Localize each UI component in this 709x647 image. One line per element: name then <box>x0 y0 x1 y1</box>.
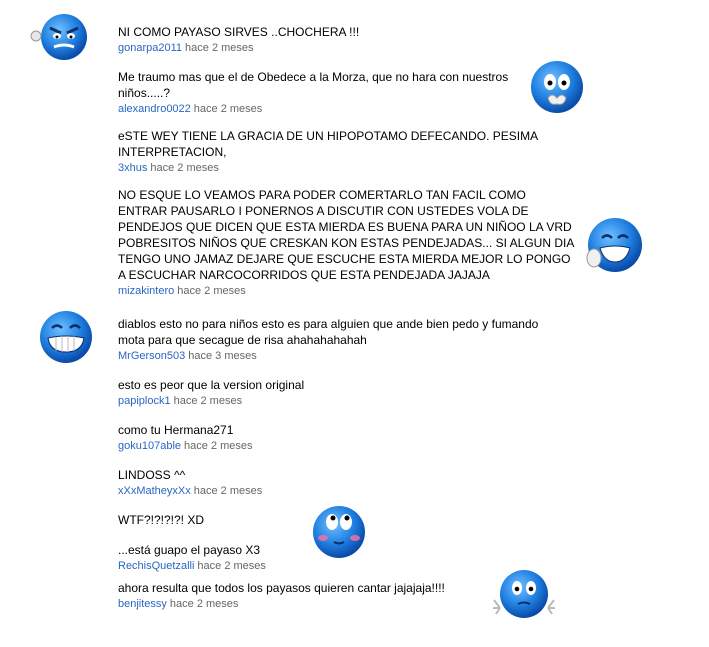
comment-timestamp: hace 2 meses <box>197 560 266 572</box>
comment-meta <box>118 394 588 408</box>
comment-timestamp: hace 2 meses <box>193 103 263 115</box>
comment-text: esto es peor que la version original <box>118 378 305 392</box>
worried-emoji-icon <box>528 58 586 116</box>
comment-item <box>118 316 588 363</box>
comment-timestamp: hace 2 meses <box>185 42 254 54</box>
comment-username-link[interactable]: benjitessy <box>118 598 167 610</box>
comment-username-link[interactable]: alexandro0022 <box>118 103 191 115</box>
comment-username-link[interactable]: mizakintero <box>118 285 175 297</box>
shrug-emoji-icon <box>490 564 558 624</box>
comment-timestamp: hace 3 meses <box>188 350 257 362</box>
comment-meta <box>118 102 588 116</box>
comment-meta <box>118 284 588 298</box>
comment-username-link[interactable]: 3xhus <box>118 162 148 174</box>
comment-username-link[interactable]: papiplock1 <box>118 395 171 407</box>
comment-item <box>118 128 588 175</box>
comment-text: como tu Hermana271 <box>118 423 234 437</box>
comment-timestamp: hace 2 meses <box>193 485 263 497</box>
comment-text: diablos esto no para niños esto es para alguien que ande bien pedo y fumando mota para que secague de risa ahahahahahah <box>118 317 539 347</box>
dreamy-emoji-icon <box>310 500 368 560</box>
comment-text: eSTE WEY TIENE LA GRACIA DE UN HIPOPOTAMO DEFECANDO. PESIMA INTERPRETACION, <box>118 129 539 159</box>
comment-username-link[interactable]: MrGerson503 <box>118 350 186 362</box>
comment-text: NI COMO PAYASO SIRVES ..CHOCHERA !!! <box>118 25 360 39</box>
comment-username-link[interactable]: xXxMatheyxXx <box>118 485 191 497</box>
comment-meta <box>118 484 588 498</box>
comment-text: ahora resulta que todos los payasos quieren cantar jajajaja!!!! <box>118 581 445 595</box>
comment-item <box>118 377 588 408</box>
comment-text: LINDOSS ^^ <box>118 468 186 482</box>
comment-text: WTF?!?!?!?! XD ...está guapo el payaso X3 <box>118 513 261 557</box>
comment-text: Me traumo mas que el de Obedece a la Morza, que no hara con nuestros niños.....? <box>118 70 509 100</box>
comment-item <box>118 422 588 453</box>
comment-meta <box>118 161 588 175</box>
comment-item <box>118 24 588 55</box>
grinning-emoji-icon <box>36 308 96 366</box>
comment-meta <box>118 349 588 363</box>
comment-text: NO ESQUE LO VEAMOS PARA PODER COMERTARLO TAN FACIL COMO ENTRAR PAUSARLO I PONERNOS A DISCUTIR CON USTEDES VOLA DE PENDEJOS QUE DICEN QUE ESTA MIERDA ES BUENA PARA UN NIÑOO LA VRD POBRESITOS NIÑOS QUE CRESKAN KON ESTAS PENDEJADAS... SI ALGUN DIA TENGO UNO JAMAZ DEJARE QUE ESCUCHE ESTA MIERDA MEJOR LO PONGO A ESCUCHAR NARCOCORRIDOS QUE ESTA PENDEJADA JAJAJA <box>118 188 575 282</box>
comment-meta <box>118 439 588 453</box>
comment-item <box>118 69 588 116</box>
comment-username-link[interactable]: gonarpa2011 <box>118 42 183 54</box>
comment-username-link[interactable]: goku107able <box>118 440 182 452</box>
comment-timestamp: hace 2 meses <box>177 285 246 297</box>
angry-emoji-icon <box>30 10 90 64</box>
comment-timestamp: hace 2 meses <box>184 440 253 452</box>
comment-timestamp: hace 2 meses <box>173 395 243 407</box>
laughing-emoji-icon <box>582 214 644 276</box>
comment-item <box>118 187 588 298</box>
comment-meta <box>118 41 588 55</box>
comment-timestamp: hace 2 meses <box>169 598 239 610</box>
comment-item <box>118 467 588 498</box>
comment-timestamp: hace 2 meses <box>150 162 219 174</box>
comment-username-link[interactable]: RechisQuetzalli <box>118 560 195 572</box>
